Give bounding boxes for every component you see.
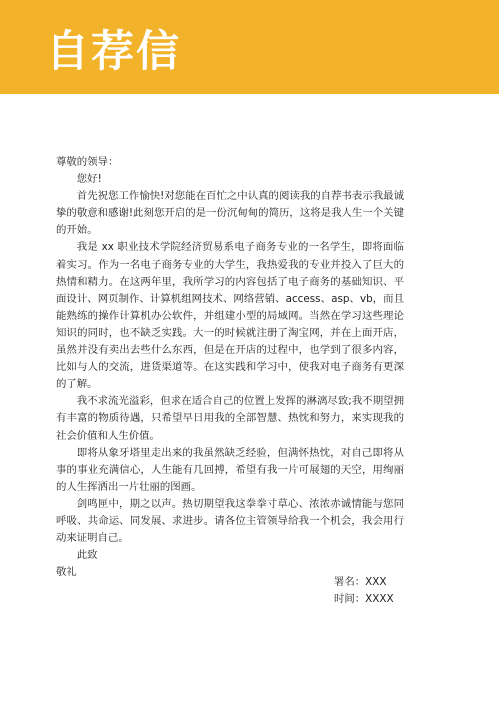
paragraph-4: 即将从象牙塔里走出来的我虽然缺乏经验，但满怀热忱，对自己即将从事的事业充满信心，人生能有几回搏，希望有我一片可展翅的天空，用绚丽的人生挥洒出一片壮丽的图画。 <box>56 446 404 493</box>
paragraph-2: 我是 xx 职业技术学院经济贸易系电子商务专业的一名学生，即将面临着实习。作为一名电子商务专业的大学生，我热爱我的专业并投入了巨大的热情和精力。在这两年里，我所学习的内容包括了电子商务的基础知识、平面设计、网页制作、计算机组网技术、网络营销、access、asp、vb，而且能熟练的操作计算机办公软件，并组建小型的局域网。当然在学习这些理论知识的同时，也不缺乏实践。大一的时候就注册了淘宝网，并在上面开店，虽然并没有卖出去些什么东西，但是在开店的过程中，也学到了很多内容，比如与人的交流，进货渠道等。在这实践和学习中，使我对电子商务有更深的了解。 <box>56 241 404 391</box>
title-banner <box>0 0 499 94</box>
salutation: 尊敬的领导： <box>56 156 119 168</box>
page-title: 自荐信 <box>46 27 181 77</box>
signature: 署名：XXX <box>334 576 387 588</box>
paragraph-5: 剑鸣匣中，期之以声。热切期望我这拳拳寸草心、浓浓赤诚情能与您同呼吸、共命运、同发展、求进步。请各位主管领导给我一个机会，我会用行动来证明自己。 <box>56 497 404 545</box>
greeting: 您好! <box>76 173 102 186</box>
paragraph-3: 我不求流光溢彩，但求在适合自己的位置上发挥的淋漓尽致;我不期望拥有丰富的物质待遇，只希望早日用我的全部智慧、热忱和努力，来实现我的社会价值和人生价值。 <box>56 395 404 442</box>
closing-line-1: 此致 <box>76 549 98 562</box>
closing-line-2: 敬礼 <box>56 566 77 579</box>
date-line: 时间：XXXX <box>334 593 394 605</box>
paragraph-1: 首先祝您工作愉快!对您能在百忙之中认真的阅读我的自荐书表示我最诚挚的敬意和感谢!此刻您开启的是一份沉甸甸的简历，这将是我人生一个关键的开始。 <box>56 190 404 237</box>
letter-body <box>56 154 404 581</box>
